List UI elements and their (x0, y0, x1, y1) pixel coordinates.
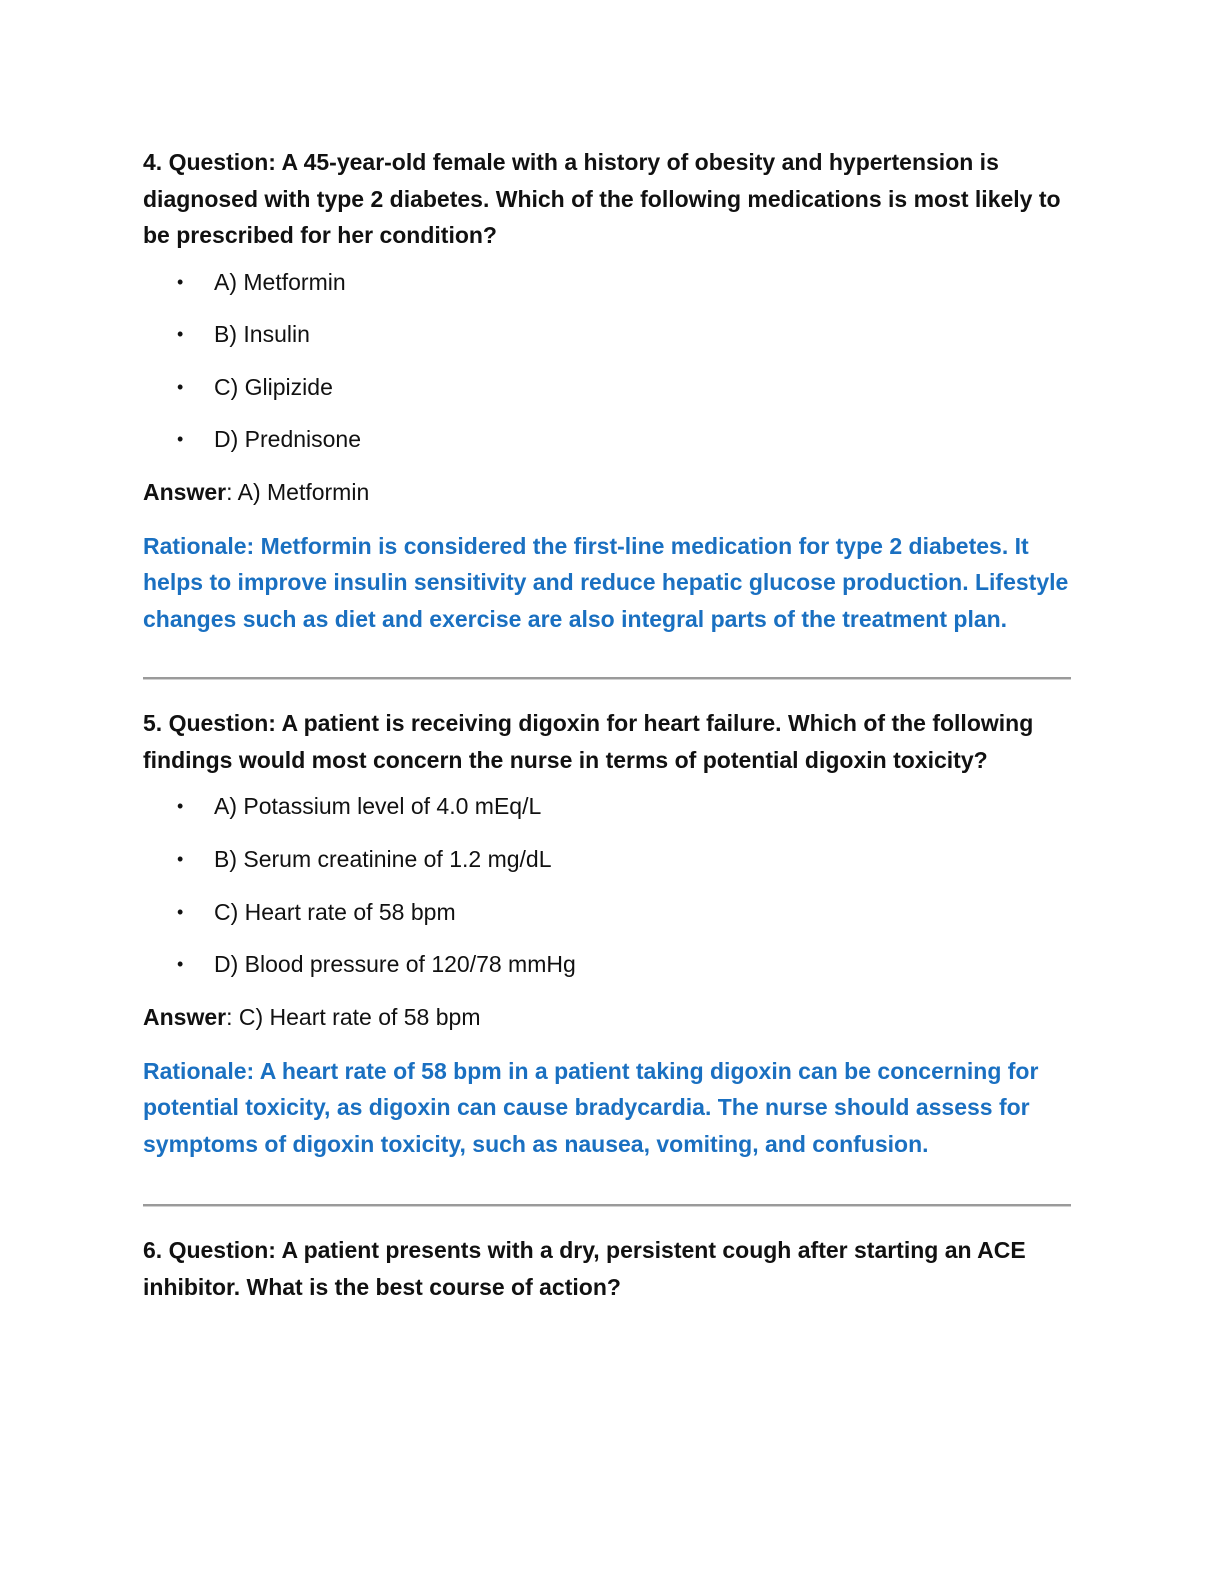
option-item: • D) Blood pressure of 120/78 mmHg (177, 951, 576, 978)
option-item: • B) Serum creatinine of 1.2 mg/dL (177, 845, 552, 872)
answer-label: Answer (143, 1003, 227, 1030)
answer-value: : A) Metformin (226, 478, 370, 505)
bullet-icon: • (177, 376, 184, 397)
option-item: • C) Glipizide (177, 373, 333, 400)
options-list (143, 792, 1073, 978)
answer-value: : C) Heart rate of 58 bpm (226, 1003, 481, 1030)
option-item: • A) Metformin (177, 268, 346, 295)
option-item: • B) Insulin (177, 321, 310, 348)
bullet-icon: • (177, 324, 184, 345)
question-text: 4. Question: A 45-year-old female with a history of obesity and hypertension is diagnosed with type 2 diabetes. Which of the following medications is most likely to be prescribed for her condition? (143, 149, 1061, 248)
question-text: 6. Question: A patient presents with a dry, persistent cough after starting an ACE inhibitor. What is the best course of action? (143, 1237, 1026, 1300)
rationale-text: Rationale: A heart rate of 58 bpm in a patient taking digoxin can be concerning for potential toxicity, as digoxin can cause bradycardia. The nurse should assess for symptoms of digoxin toxicity, such as nausea, vomiting, and confusion. (143, 1057, 1039, 1157)
question-block-6 (143, 1232, 1073, 1305)
question-block-5 (143, 705, 1073, 1162)
question-text: 5. Question: A patient is receiving digoxin for heart failure. Which of the following findings would most concern the nurse in terms of potential digoxin toxicity? (143, 710, 1034, 773)
bullet-icon: • (177, 429, 184, 450)
rationale-text: Rationale: Metformin is considered the first-line medication for type 2 diabetes. It helps to improve insulin sensitivity and reduce hepatic glucose production. Lifestyle changes such as diet and exercise are also integral parts of the treatment plan. (143, 532, 1069, 632)
section-divider (143, 1204, 1071, 1207)
option-item: • C) Heart rate of 58 bpm (177, 898, 456, 925)
option-item: • A) Potassium level of 4.0 mEq/L (177, 793, 542, 820)
document-page (143, 138, 1073, 1305)
options-list (143, 268, 1073, 454)
bullet-icon: • (177, 848, 184, 869)
question-block-4 (143, 144, 1073, 637)
bullet-icon: • (177, 271, 184, 292)
bullet-icon: • (177, 796, 184, 817)
bullet-icon: • (177, 954, 184, 975)
answer-label: Answer (143, 478, 227, 505)
answer-line (143, 478, 1073, 506)
option-item: • D) Prednisone (177, 426, 362, 453)
section-divider (143, 677, 1071, 680)
bullet-icon: • (177, 901, 184, 922)
answer-line (143, 1003, 1073, 1031)
